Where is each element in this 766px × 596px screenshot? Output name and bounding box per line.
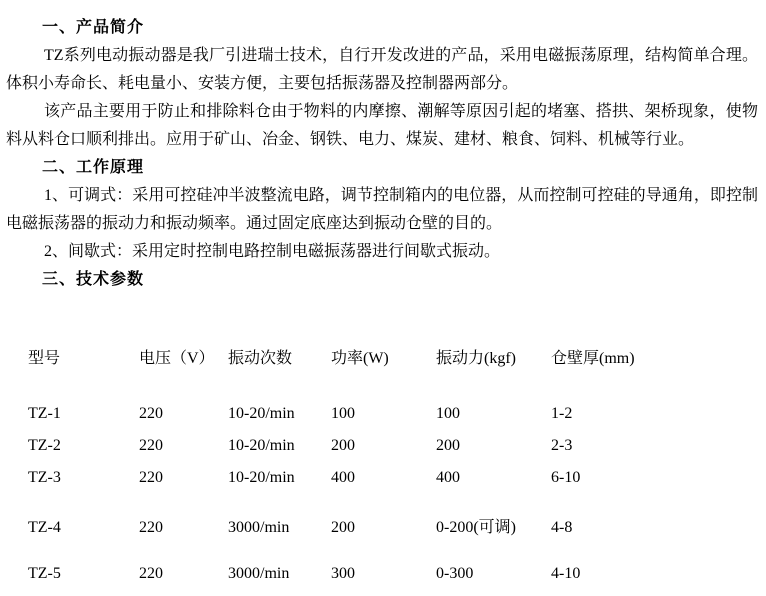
table-cell: 220 [139, 437, 163, 454]
table-row-tz2 [28, 430, 758, 462]
section-heading-product-intro: 一、产品简介 [42, 19, 145, 36]
table-cell: 220 [139, 519, 163, 536]
table-cell: 300 [331, 565, 355, 582]
table-cell: 6-10 [551, 469, 581, 486]
table-header-row [28, 343, 758, 375]
table-cell: TZ-3 [28, 469, 61, 486]
tech-params-table [6, 343, 758, 590]
table-cell: 0-300 [436, 565, 474, 582]
section-heading-working-principle: 二、工作原理 [42, 159, 145, 176]
table-cell: 400 [331, 469, 355, 486]
paragraph-working-principle-2: 2、间歇式：采用定时控制电路控制电磁振荡器进行间歇式振动。 [44, 243, 501, 260]
section-heading-tech-params: 三、技术参数 [42, 271, 145, 288]
paragraph-working-principle-1: 1、可调式：采用可控硅冲半波整流电路，调节控制箱内的电位器，从而控制可控硅的导通角，即控制电磁振荡器的振动力和振动频率。通过固定底座达到振动仓壁的目的。 [6, 187, 758, 232]
table-cell: TZ-5 [28, 565, 61, 582]
table-cell: 4-8 [551, 519, 573, 536]
table-cell: 0-200(可调) [436, 519, 516, 536]
table-cell: 200 [331, 437, 355, 454]
table-cell: 10-20/min [228, 437, 295, 454]
table-cell: 3000/min [228, 519, 290, 536]
table-cell: 10-20/min [228, 405, 295, 422]
table-header-vibration-freq: 振动次数 [228, 350, 293, 367]
table-cell: 200 [331, 519, 355, 536]
table-cell: 1-2 [551, 405, 573, 422]
table-row-tz3 [28, 462, 758, 494]
table-cell: TZ-4 [28, 519, 61, 536]
paragraph-product-intro-2: 该产品主要用于防止和排除料仓由于物料的内摩擦、潮解等原因引起的堵塞、搭拱、架桥现象，使物料从料仓口顺利排出。应用于矿山、冶金、钢铁、电力、煤炭、建材、粮食、饲料、机械等行业。 [6, 103, 758, 148]
table-cell: 400 [436, 469, 460, 486]
table-cell: 100 [436, 405, 460, 422]
table-cell: 100 [331, 405, 355, 422]
table-cell: 2-3 [551, 437, 573, 454]
table-cell: 220 [139, 405, 163, 422]
table-cell: TZ-2 [28, 437, 61, 454]
table-header-voltage: 电压（V） [139, 350, 215, 367]
table-cell: 220 [139, 565, 163, 582]
table-cell: TZ-1 [28, 405, 61, 422]
table-row-tz5 [28, 558, 758, 590]
table-header-wall-thickness: 仓壁厚(mm) [551, 350, 635, 367]
table-cell: 220 [139, 469, 163, 486]
table-cell: 4-10 [551, 565, 581, 582]
table-cell: 200 [436, 437, 460, 454]
paragraph-product-intro-1: TZ系列电动振动器是我厂引进瑞士技术，自行开发改进的产品，采用电磁振荡原理，结构简单合理。体积小寿命长、耗电量小、安装方便，主要包括振荡器及控制器两部分。 [6, 47, 758, 92]
table-header-power: 功率(W) [331, 350, 389, 367]
table-cell: 3000/min [228, 565, 290, 582]
table-header-model: 型号 [28, 350, 61, 367]
table-header-vibration-force: 振动力(kgf) [436, 350, 516, 367]
table-cell: 10-20/min [228, 469, 295, 486]
table-row-tz4 [28, 512, 758, 544]
table-row-tz1 [28, 398, 758, 430]
